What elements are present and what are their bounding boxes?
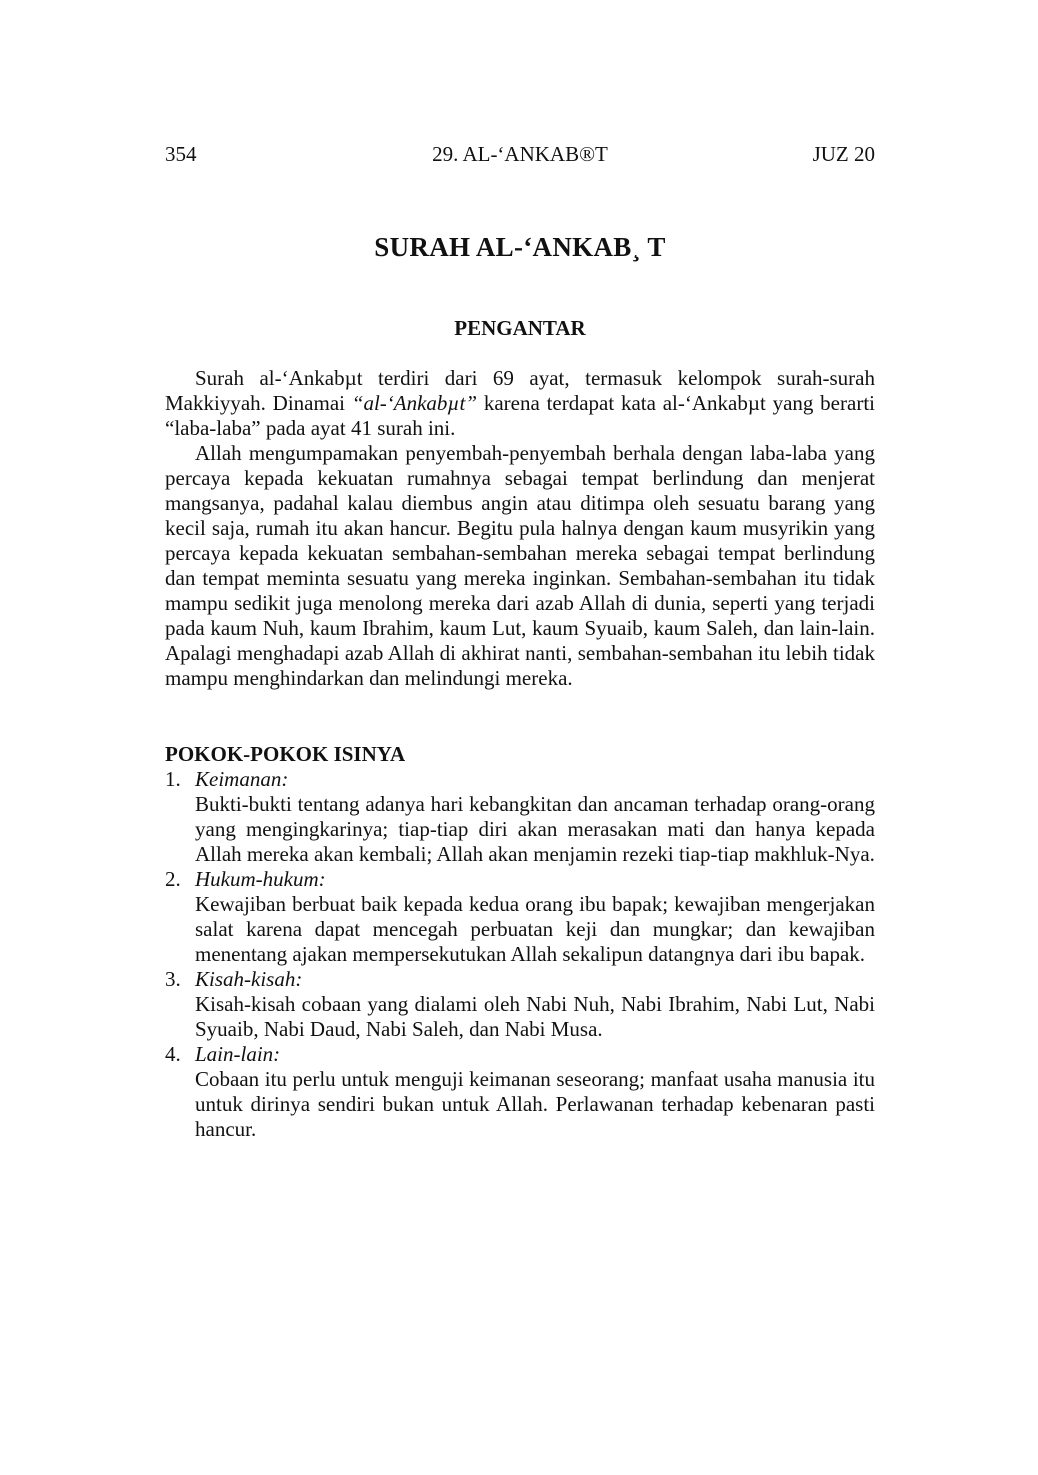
item-number: 3.	[165, 967, 181, 991]
intro-paragraph-2: Allah mengumpamakan penyembah-penyembah berhala dengan laba-laba yang percaya kepada kekuatan rumahnya sebagai tempat berlindung dan menjerat mangsanya, padahal kalau diembus angin atau ditimpa oleh sesuatu barang yang kecil saja, rumah itu akan hancur. Begitu pula halnya dengan kaum musyrikin yang percaya kepada kekuatan sembahan-sembahan mereka sebagai tempat berlindung dan tempat meminta sesuatu yang mereka inginkan. Sembahan-sembahan itu tidak mampu sedikit juga menolong mereka dari azab Allah di dunia, seperti yang terjadi pada kaum Nuh, kaum Ibrahim, kaum Lut, kaum Syuaib, kaum Saleh, dan lain-lain. Apalagi menghadapi azab Allah di akhirat nanti, sembahan-sembahan itu lebih tidak mampu menghindarkan dan melindungi mereka.	[165, 441, 875, 690]
item-number: 2.	[165, 867, 181, 891]
surah-title: SURAH AL-‘ANKAB¸ T	[374, 232, 666, 262]
page-number: 354	[165, 142, 197, 166]
juz-label: JUZ 20	[812, 142, 875, 166]
intro-section	[165, 366, 875, 691]
pokok-list	[165, 767, 875, 1142]
running-surah-title: 29. AL-‘ANKAB®T	[432, 142, 608, 166]
list-item	[165, 767, 875, 867]
list-item	[165, 967, 875, 1042]
list-item	[165, 867, 875, 967]
item-title: Keimanan:	[195, 767, 289, 791]
item-number: 1.	[165, 767, 181, 791]
intro-p1-italic: “al-‘Ankabµt”	[351, 391, 478, 415]
item-text: Kisah-kisah cobaan yang dialami oleh Nabi Nuh, Nabi Ibrahim, Nabi Lut, Nabi Syuaib, Nabi Daud, Nabi Saleh, dan Nabi Musa.	[195, 992, 875, 1041]
list-item	[165, 1042, 875, 1142]
pokok-heading: POKOK-POKOK ISINYA	[165, 742, 406, 766]
item-text: Kewajiban berbuat baik kepada kedua orang ibu bapak; kewajiban mengerjakan salat karena dapat mencegah perbuatan keji dan mungkar; dan kewajiban menentang ajakan mempersekutukan Allah sekalipun datangnya dari ibu bapak.	[195, 892, 875, 966]
item-number: 4.	[165, 1042, 181, 1066]
item-text: Cobaan itu perlu untuk menguji keimanan seseorang; manfaat usaha manusia itu untuk dirinya sendiri bukan untuk Allah. Perlawanan terhadap kebenaran pasti hancur.	[195, 1067, 875, 1141]
intro-p1-text-a: Surah al-‘Ankabµt terdiri dari 69 ayat, termasuk kelompok surah-surah Makkiyyah. Dinamai	[165, 366, 875, 415]
intro-paragraph-1	[165, 366, 875, 441]
running-header	[165, 142, 875, 172]
item-title: Lain-lain:	[195, 1042, 281, 1066]
item-text: Bukti-bukti tentang adanya hari kebangkitan dan ancaman terhadap orang-orang yang mengingkarinya; tiap-tiap diri akan merasakan mati dan hanya kepada Allah mereka akan kembali; Allah akan menjamin rezeki tiap-tiap makhluk-Nya.	[195, 792, 875, 866]
intro-p1-text-b: karena terdapat kata al-‘Ankabµt yang berarti “laba-laba” pada ayat 41 surah ini.	[165, 391, 875, 440]
section-title: PENGANTAR	[454, 316, 586, 340]
item-title: Kisah-kisah:	[195, 967, 303, 991]
item-title: Hukum-hukum:	[195, 867, 326, 891]
